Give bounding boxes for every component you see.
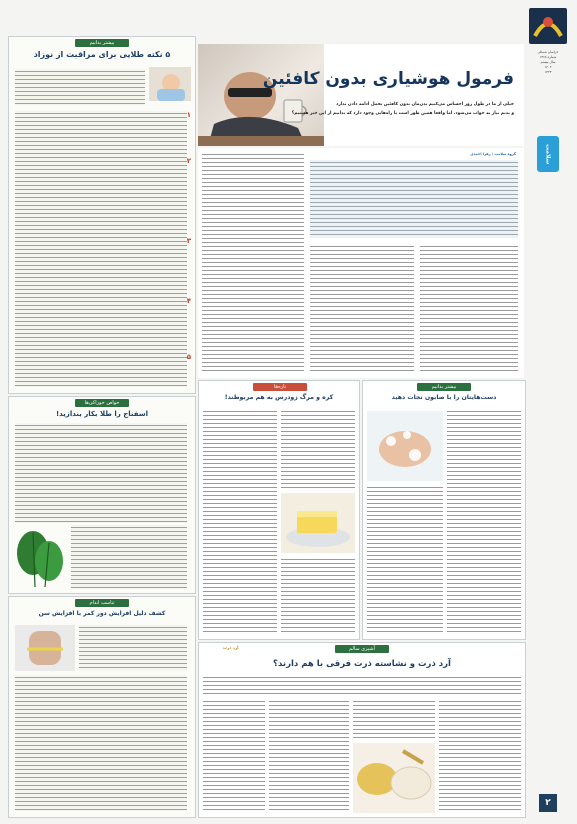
waist-image — [15, 625, 75, 671]
item-number: ۱ — [186, 111, 191, 119]
article-body — [15, 423, 187, 523]
lead-column — [420, 244, 518, 372]
issue-line: شماره ۱۳۶۸ — [539, 55, 557, 59]
masthead — [527, 8, 569, 820]
byline: گروه سلامت / زهرا احمدی — [470, 152, 516, 156]
item-number: ۲ — [186, 157, 191, 165]
article-body — [15, 675, 187, 811]
item-number: ۳ — [186, 237, 191, 245]
section-tab[interactable] — [537, 136, 559, 172]
butter-article — [198, 380, 360, 640]
issue-line: خراسان شمالی — [537, 50, 559, 54]
butter-image — [281, 493, 355, 553]
section-tag: تازه‌ها — [253, 383, 307, 391]
article-title: ۵ نکته طلایی برای مراقبت از نوزاد — [33, 50, 171, 59]
lead-column — [310, 244, 414, 372]
article-title: اسفناج را طلا بکار بندازید! — [55, 410, 149, 418]
article-intro — [79, 625, 187, 671]
lead-body — [198, 148, 524, 378]
article-body — [269, 699, 349, 813]
article-body — [281, 557, 355, 633]
section-tag: آشپزی سالم — [335, 645, 389, 653]
issue-info — [530, 50, 566, 75]
sidebar-spinach — [8, 396, 196, 594]
section-tab-label: سلامت — [544, 143, 552, 165]
article-title: کشف دلیل افزایش دور کمر با افزایش سن — [38, 610, 166, 617]
section-tag: خواص خوراکی‌ها — [75, 399, 129, 407]
issue-line: ۱۴۴۳ — [544, 70, 552, 74]
article-body — [203, 409, 277, 633]
article-body — [439, 699, 521, 813]
article-intro — [15, 69, 145, 105]
section-tag: بیشتر بدانیم — [417, 383, 471, 391]
sidebar-waist — [8, 596, 196, 818]
lead-subtitle-2: و بدنم نیاز به خواب می‌شود. اما واقعا همین طور است یا راه‌هایی وجود دارد که بدانیم از این خبر هستیم؟ — [291, 111, 514, 116]
handwash-image — [367, 411, 443, 481]
article-body — [281, 409, 355, 491]
article-body — [367, 485, 443, 633]
article-image — [149, 67, 191, 101]
article-body — [447, 409, 521, 633]
page-number-badge — [539, 794, 557, 812]
article-title: دست‌هایتان را با صابون نجات دهید — [391, 394, 497, 401]
article-title: آرد ذرت و نشاسته ذرت فرقی با هم دارند؟ — [273, 659, 451, 669]
lead-subtitle: خیلی از ما در طول روز احساس می‌کنیم بدن‌مان بدون کافئین تحمل ادامه دادن ندارد — [336, 102, 514, 107]
item-number: ۴ — [186, 297, 191, 305]
section-tag: تناسب اندام — [75, 599, 129, 607]
masthead-logo — [529, 8, 567, 44]
spinach-image — [13, 527, 69, 589]
lead-header — [198, 44, 524, 146]
lead-image — [198, 44, 324, 146]
article-body — [353, 699, 435, 739]
article-body — [15, 111, 187, 387]
lead-title: فرمول هوشیاری بدون کافئین — [262, 69, 514, 89]
page-number: ۲ — [545, 798, 551, 808]
corn-article — [198, 642, 526, 818]
issue-line: ۱۴۰۲ — [544, 65, 552, 69]
article-body — [71, 525, 187, 589]
article-intro — [203, 675, 521, 695]
item-number: ۵ — [186, 353, 191, 361]
cornmeal-image — [353, 743, 435, 813]
sidebar-baby-care — [8, 36, 196, 394]
issue-line: سال بیستم — [540, 60, 556, 64]
handwash-article — [362, 380, 526, 640]
article-body — [203, 699, 265, 813]
lead-column — [202, 152, 304, 372]
article-title: کره و مرگ زودرس به هم مربوطند! — [224, 394, 334, 401]
corn-label: آرد ذرت — [223, 645, 239, 650]
section-tag: بیشتر بدانیم — [75, 39, 129, 47]
lead-highlight — [310, 160, 518, 238]
